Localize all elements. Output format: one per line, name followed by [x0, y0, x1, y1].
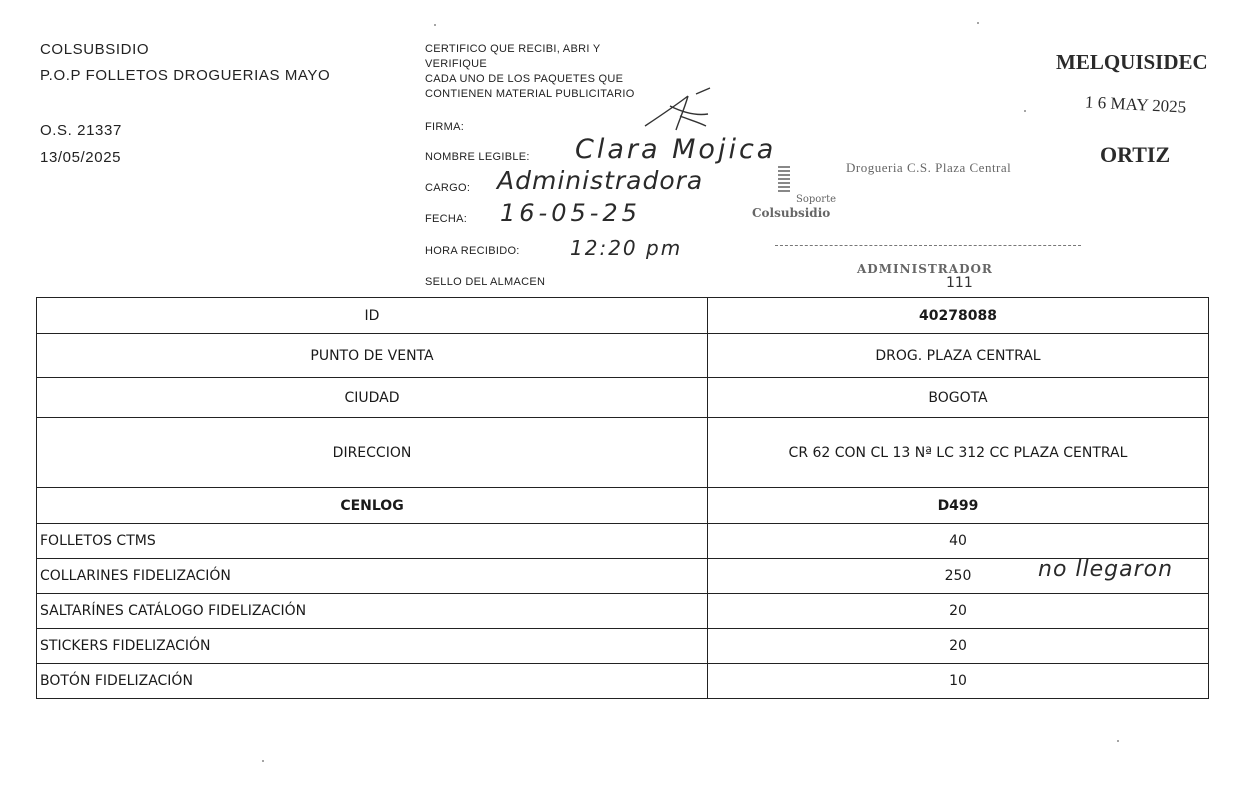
stamp-sub1: Soporte: [796, 194, 837, 205]
stamp-store: Drogueria C.S. Plaza Central: [846, 160, 1012, 175]
item-qty: 20: [708, 594, 1209, 629]
stamp-date: 1 6 MAY 2025: [1084, 92, 1187, 117]
pv-value: DROG. PLAZA CENTRAL: [708, 334, 1209, 378]
sello-label: SELLO DEL ALMACEN: [425, 276, 546, 288]
certificate-line: CONTIENEN MATERIAL PUBLICITARIO: [425, 88, 635, 100]
table-row: [37, 418, 1209, 488]
ciudad-label: CIUDAD: [37, 378, 708, 418]
direccion-label: DIRECCION: [37, 418, 708, 488]
hora-label: HORA RECIBIDO:: [425, 245, 520, 257]
table-row: [37, 334, 1209, 378]
delivery-table: [36, 297, 1209, 699]
scan-speck: [977, 22, 979, 24]
pv-label: PUNTO DE VENTA: [37, 334, 708, 378]
scan-speck: [1117, 740, 1119, 742]
item-qty-cell: [708, 559, 1209, 594]
table-row: [37, 488, 1209, 524]
cenlog-label: CENLOG: [37, 488, 708, 524]
stamp-divider: [775, 245, 1081, 246]
hora-value: 12:20 pm: [570, 236, 683, 260]
cargo-value: Administradora: [497, 166, 704, 195]
scan-speck: [262, 760, 264, 762]
signature-image: [640, 86, 720, 136]
id-value: 40278088: [708, 298, 1209, 334]
certificate-line: CERTIFICO QUE RECIBI, ABRI Y: [425, 43, 601, 55]
item-name: STICKERS FIDELIZACIÓN: [37, 629, 708, 664]
item-name: BOTÓN FIDELIZACIÓN: [37, 664, 708, 699]
fecha-label: FECHA:: [425, 213, 468, 225]
item-qty: 10: [708, 664, 1209, 699]
company-name: COLSUBSIDIO: [40, 41, 150, 58]
firma-label: FIRMA:: [425, 121, 465, 133]
item-qty: 20: [708, 629, 1209, 664]
handwritten-note: no llegaron: [1038, 557, 1174, 582]
stamp-admin: ADMINISTRADOR: [857, 262, 993, 276]
table-row: [37, 378, 1209, 418]
table-row: [37, 629, 1209, 664]
item-name: FOLLETOS CTMS: [37, 524, 708, 559]
scan-speck: [434, 24, 436, 26]
stamp-number: 111: [946, 275, 973, 291]
scan-speck: [1024, 110, 1026, 112]
item-name: SALTARÍNES CATÁLOGO FIDELIZACIÓN: [37, 594, 708, 629]
id-label: ID: [37, 298, 708, 334]
table-row: [37, 559, 1209, 594]
certificate-line: CADA UNO DE LOS PAQUETES QUE: [425, 73, 624, 85]
stamp-logo-icon: [778, 166, 790, 192]
table-row: [37, 298, 1209, 334]
table-row: [37, 524, 1209, 559]
ciudad-value: BOGOTA: [708, 378, 1209, 418]
stamp-sub2: Colsubsidio: [752, 206, 831, 220]
item-qty: 250: [944, 568, 972, 584]
table-row: [37, 664, 1209, 699]
fecha-value: 16-05-25: [500, 199, 641, 227]
stamp-name-bottom: ORTIZ: [1100, 142, 1171, 167]
item-qty: 40: [708, 524, 1209, 559]
nombre-value: Clara Mojica: [575, 134, 777, 165]
order-number: O.S. 21337: [40, 122, 122, 139]
cenlog-value: D499: [708, 488, 1209, 524]
nombre-label: NOMBRE LEGIBLE:: [425, 151, 530, 163]
item-name: COLLARINES FIDELIZACIÓN: [37, 559, 708, 594]
stamp-name-top: MELQUISIDEC: [1056, 50, 1208, 74]
table-row: [37, 594, 1209, 629]
certificate-line: VERIFIQUE: [425, 58, 487, 70]
direccion-value: CR 62 CON CL 13 Nª LC 312 CC PLAZA CENTRAL: [708, 418, 1209, 488]
campaign-title: P.O.P FOLLETOS DROGUERIAS MAYO: [40, 67, 331, 84]
certificate-text: [425, 42, 635, 102]
cargo-label: CARGO:: [425, 182, 471, 194]
order-date: 13/05/2025: [40, 149, 122, 166]
